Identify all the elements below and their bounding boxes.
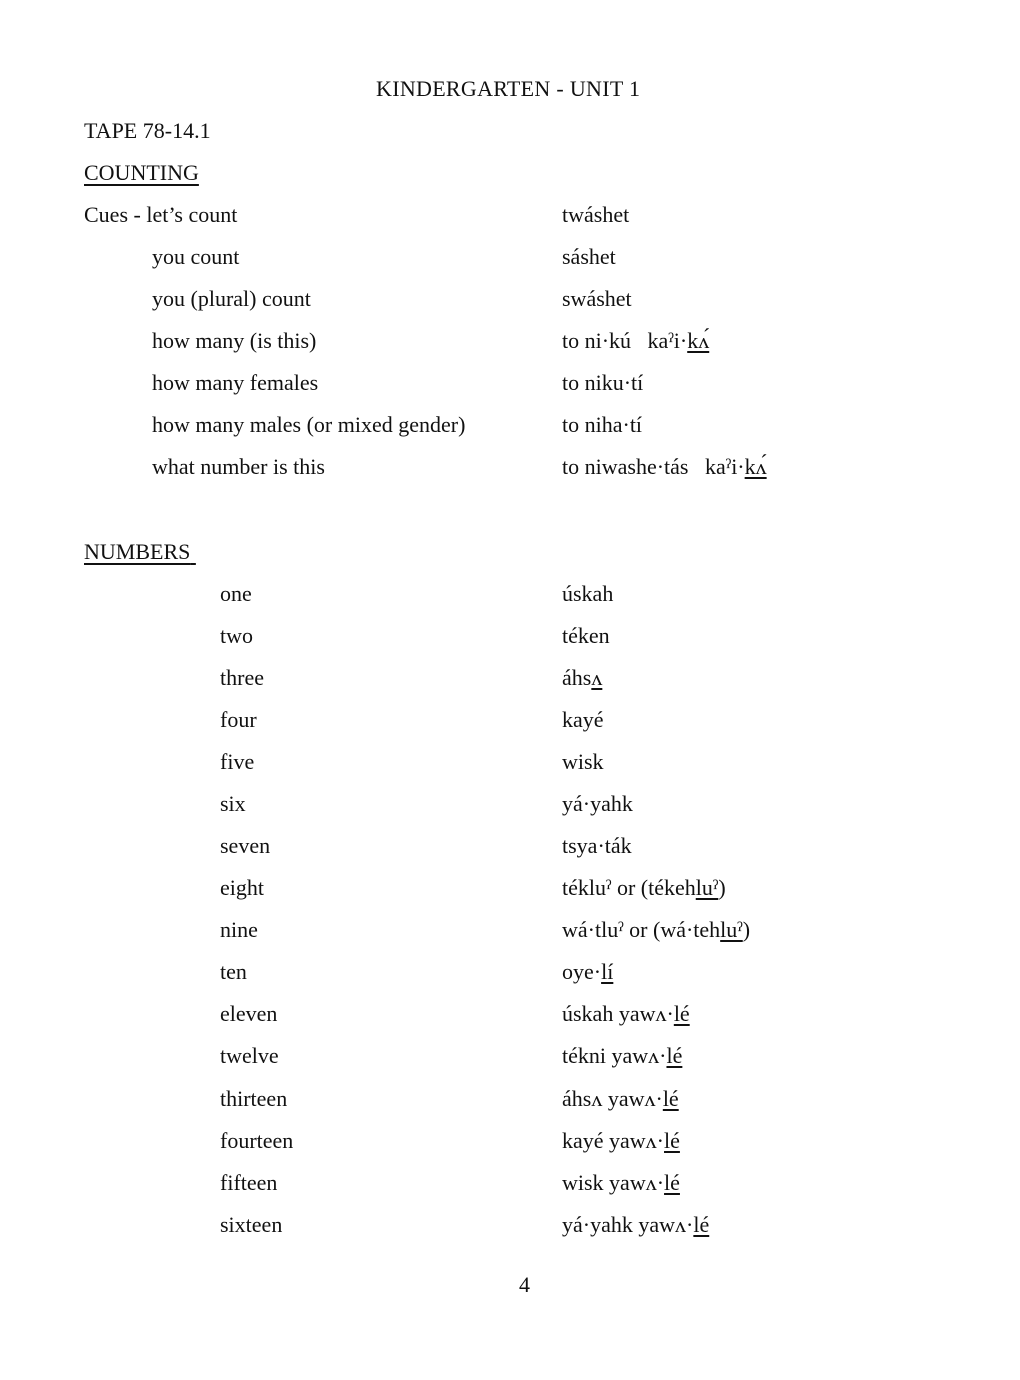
cue-translation: to niha·tí <box>562 412 643 437</box>
number-translation: wisk yawʌ·lé <box>562 1170 680 1195</box>
cue-translation-underlined: kʌ́ <box>687 328 710 353</box>
number-translation: wisk <box>562 749 604 774</box>
number-english: twelve <box>220 1043 279 1068</box>
cues-prefix <box>84 204 237 226</box>
number-english: two <box>220 623 253 648</box>
number-english: five <box>220 749 255 774</box>
number-english: nine <box>220 917 258 942</box>
number-english: ten <box>220 959 247 984</box>
section-heading-counting: COUNTING <box>84 160 199 185</box>
cue-translation: swáshet <box>562 286 632 311</box>
number-english: fourteen <box>220 1128 294 1153</box>
cue-english: how many males (or mixed gender) <box>152 412 466 437</box>
cue-english: what number is this <box>152 454 325 479</box>
number-english: four <box>220 707 257 732</box>
cue-translation <box>562 330 709 352</box>
cue-english: let’s count <box>146 202 238 227</box>
page-title: KINDERGARTEN - UNIT 1 <box>376 76 641 101</box>
number-translation: oye·lí <box>562 959 614 984</box>
number-translation: yá·yahk <box>562 791 633 816</box>
number-english: six <box>220 791 246 816</box>
number-translation: wá·tluˀ or (wá·tehluˀ) <box>562 917 751 942</box>
cue-translation-text: to ni·kú kaˀi· <box>562 328 688 353</box>
number-translation: kayé yawʌ·lé <box>562 1128 680 1153</box>
number-english: eight <box>220 875 264 900</box>
number-english: three <box>220 665 264 690</box>
cue-translation <box>562 456 767 478</box>
cue-english: you (plural) count <box>152 286 311 311</box>
cue-translation: to niku·tí <box>562 370 644 395</box>
section-heading-numbers <box>84 541 200 563</box>
number-english: one <box>220 581 252 606</box>
number-translation: kayé <box>562 707 604 732</box>
number-translation: úskah yawʌ·lé <box>562 1001 690 1026</box>
number-translation: tékni yawʌ·lé <box>562 1043 683 1068</box>
number-translation: téken <box>562 623 610 648</box>
cue-translation-text: to niwashe·tás kaˀi· <box>562 454 745 479</box>
number-translation: tékluˀ or (tékehluˀ) <box>562 875 726 900</box>
cues-prefix-label: Cues - <box>84 202 147 227</box>
number-translation: tsya·ták <box>562 833 632 858</box>
number-translation: yá·yahk yawʌ·lé <box>562 1212 710 1237</box>
number-english: fifteen <box>220 1170 278 1195</box>
page-number: 4 <box>519 1272 530 1297</box>
numbers-heading-text: NUMBERS <box>84 539 191 564</box>
cue-translation-underlined: kʌ́ <box>744 454 767 479</box>
cue-translation: twáshet <box>562 202 630 227</box>
number-english: seven <box>220 833 271 858</box>
cue-english: how many (is this) <box>152 328 317 353</box>
cue-translation: sáshet <box>562 244 616 269</box>
number-translation: áhsʌ yawʌ·lé <box>562 1086 679 1111</box>
number-english: thirteen <box>220 1086 288 1111</box>
number-english: sixteen <box>220 1212 283 1237</box>
cue-english: how many females <box>152 370 319 395</box>
number-translation: áhsʌ <box>562 665 603 690</box>
tape-label: TAPE 78-14.1 <box>84 118 211 143</box>
cue-english: you count <box>152 244 240 269</box>
number-english: eleven <box>220 1001 278 1026</box>
number-translation: úskah <box>562 581 614 606</box>
